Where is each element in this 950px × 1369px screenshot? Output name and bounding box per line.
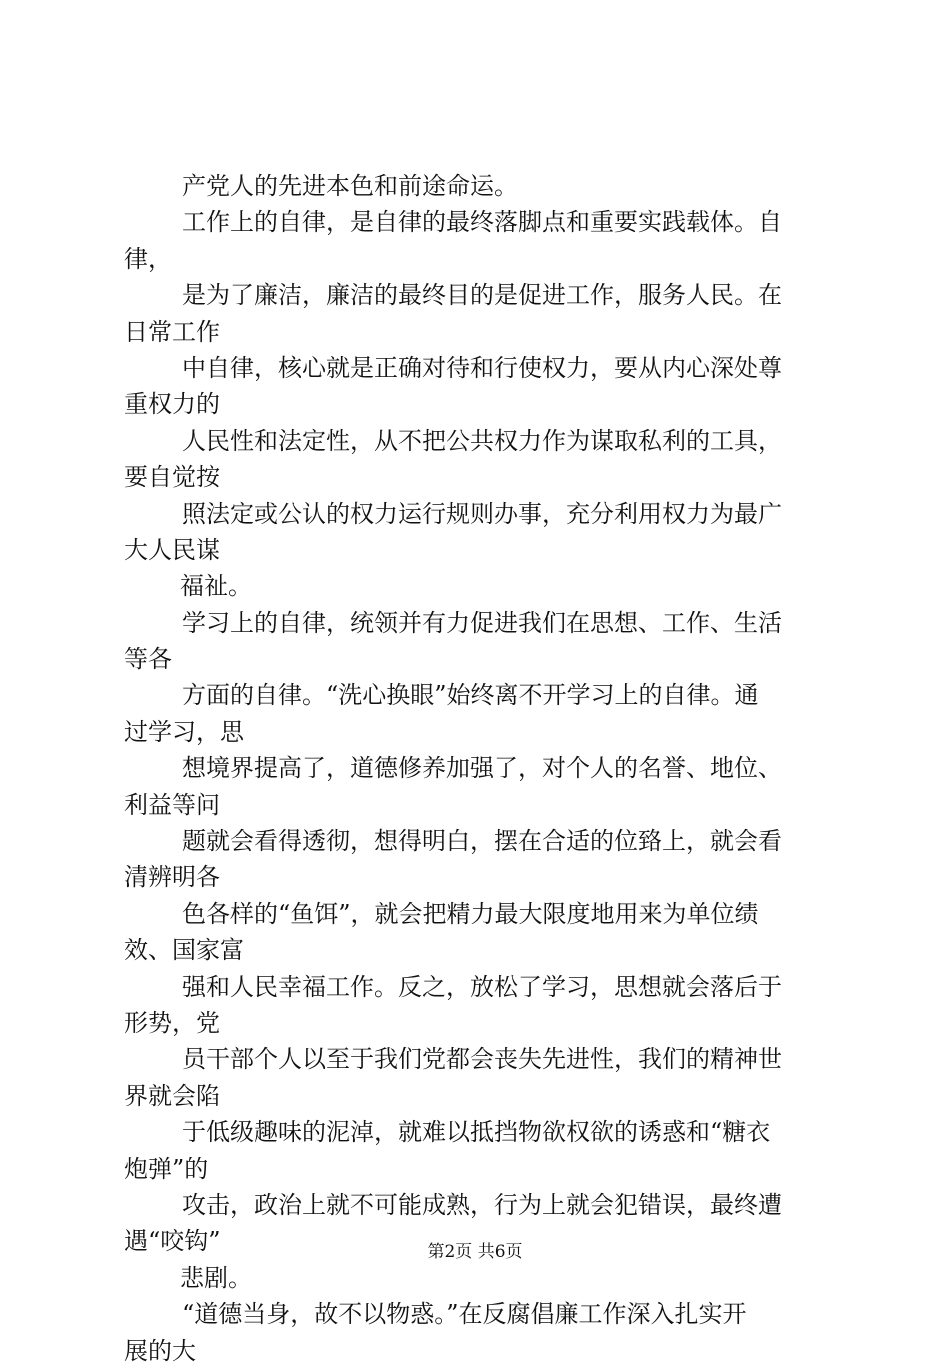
text-line: 形势，党 bbox=[124, 1008, 220, 1037]
text-line: 工作上的自律，是自律的最终落脚点和重要实践载体。自 bbox=[182, 208, 782, 237]
page-footer bbox=[0, 1240, 950, 1264]
text-line: 利益等问 bbox=[124, 790, 220, 819]
text-line: 想境界提高了，道德修养加强了，对个人的名誉、地位、 bbox=[182, 754, 782, 783]
text-line: 炮弹”的 bbox=[124, 1154, 209, 1183]
text-line: 福祉。 bbox=[180, 572, 252, 601]
text-line: 清辨明各 bbox=[124, 863, 220, 892]
text-line: 于低级趣味的泥淖，就难以抵挡物欲权欲的诱惑和“糖衣 bbox=[182, 1118, 771, 1147]
text-line: 攻击，政治上就不可能成熟，行为上就会犯错误，最终遭 bbox=[182, 1190, 782, 1219]
text-line: 日常工作 bbox=[124, 317, 220, 346]
text-line: 方面的自律。“洗心换眼”始终离不开学习上的自律。通 bbox=[182, 681, 759, 710]
text-line: 学习上的自律，统领并有力促进我们在思想、工作、生活 bbox=[182, 608, 782, 637]
text-line: 律， bbox=[124, 244, 172, 273]
text-line: 色各样的“鱼饵”，就会把精力最大限度地用来为单位绩 bbox=[182, 899, 759, 928]
text-line: 产党人的先进本色和前途命运。 bbox=[182, 172, 518, 200]
text-line: 界就会陷 bbox=[124, 1081, 220, 1110]
text-line: 强和人民幸福工作。反之，放松了学习，思想就会落后于 bbox=[182, 972, 782, 1001]
text-line: 过学习，思 bbox=[124, 717, 244, 746]
page-number-label: 第2页 共6页 bbox=[427, 1242, 523, 1262]
text-line: 等各 bbox=[124, 645, 172, 674]
text-line: 员干部个人以至于我们党都会丧失先进性，我们的精神世 bbox=[182, 1045, 782, 1074]
text-line: 遇“咬钩” bbox=[124, 1227, 221, 1256]
text-line: 题就会看得透彻，想得明白，摆在合适的位臵上，就会看 bbox=[182, 827, 782, 856]
text-line: 效、国家富 bbox=[124, 936, 244, 965]
text-line: 人民性和法定性，从不把公共权力作为谋取私利的工具， bbox=[182, 426, 782, 455]
document-body bbox=[124, 168, 844, 1369]
text-line: 悲剧。 bbox=[180, 1263, 252, 1292]
text-line: 中自律，核心就是正确对待和行使权力，要从内心深处尊 bbox=[182, 353, 782, 382]
text-line: 要自觉按 bbox=[124, 463, 220, 492]
text-line: 重权力的 bbox=[124, 390, 220, 419]
text-line: 是为了廉洁，廉洁的最终目的是促进工作，服务人民。在 bbox=[182, 281, 782, 310]
text-line: 展的大 bbox=[124, 1336, 196, 1365]
text-line: “道德当身，故不以物惑。”在反腐倡廉工作深入扎实开 bbox=[182, 1300, 747, 1329]
text-line: 照法定或公认的权力运行规则办事，充分利用权力为最广 bbox=[182, 499, 782, 528]
text-line: 大人民谋 bbox=[124, 535, 220, 564]
